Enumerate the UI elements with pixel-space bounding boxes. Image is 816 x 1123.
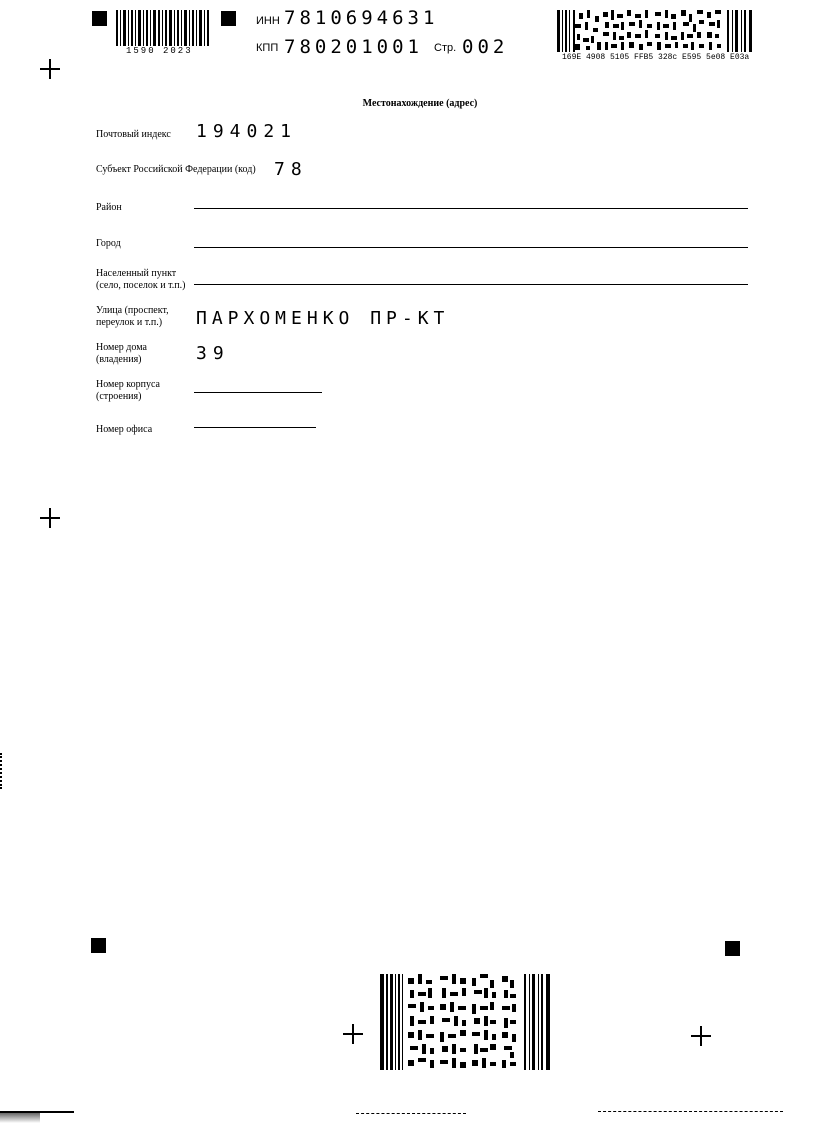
page-value: 002 — [462, 36, 509, 58]
street-value: ПАРХОМЕНКО ПР-КТ — [196, 308, 450, 329]
district-label: Район — [96, 202, 122, 213]
registration-cross-4 — [691, 1026, 711, 1046]
pdf417-barcode-bottom — [380, 974, 552, 1070]
barcode-caption: 169E 4908 5105 FFB5 328c E595 5e08 E03a — [562, 53, 750, 62]
street-label: Улица (проспект, переулок и т.п.) — [96, 305, 169, 328]
inn-value: 7810694631 — [284, 7, 439, 29]
settlement-label: Населенный пункт (село, поселок и т.п.) — [96, 268, 186, 291]
office-number-line — [194, 427, 316, 428]
house-number-label: Номер дома (владения) — [96, 342, 147, 365]
district-line — [194, 208, 748, 209]
city-label: Город — [96, 238, 121, 249]
scan-edge-artifact-right — [598, 1111, 783, 1113]
corner-marker-top-middle — [221, 11, 236, 26]
corner-marker-bottom-right — [725, 941, 740, 956]
corner-marker-bottom-left — [91, 938, 106, 953]
building-number-label: Номер корпуса (строения) — [96, 379, 160, 402]
postal-code-label: Почтовый индекс — [96, 129, 171, 140]
scan-edge-artifact-mid — [356, 1113, 466, 1115]
form-code: 1590 2023 — [126, 46, 193, 56]
page-label: Стр. — [434, 42, 457, 54]
scan-edge-artifact-left-fade — [0, 1113, 40, 1123]
postal-code-value: 194021 — [196, 121, 298, 142]
registration-cross-1 — [40, 59, 60, 79]
region-value: 78 — [274, 159, 308, 180]
registration-cross-2 — [40, 508, 60, 528]
inn-label: ИНН — [256, 15, 280, 27]
region-label: Субъект Российской Федерации (код) — [96, 164, 256, 175]
linear-barcode — [116, 10, 212, 46]
kpp-label: КПП — [256, 42, 279, 54]
building-number-line — [194, 392, 322, 393]
settlement-line — [194, 284, 748, 285]
corner-marker-top-left — [92, 11, 107, 26]
registration-cross-3 — [343, 1024, 363, 1044]
pdf417-barcode-top — [557, 10, 752, 52]
kpp-value: 780201001 — [284, 36, 423, 58]
scan-edge-artifact-side — [0, 753, 4, 789]
house-number-value: 39 — [196, 343, 230, 364]
section-title: Местонахождение (адрес) — [362, 98, 478, 109]
city-line — [194, 247, 748, 248]
office-number-label: Номер офиса — [96, 424, 153, 435]
